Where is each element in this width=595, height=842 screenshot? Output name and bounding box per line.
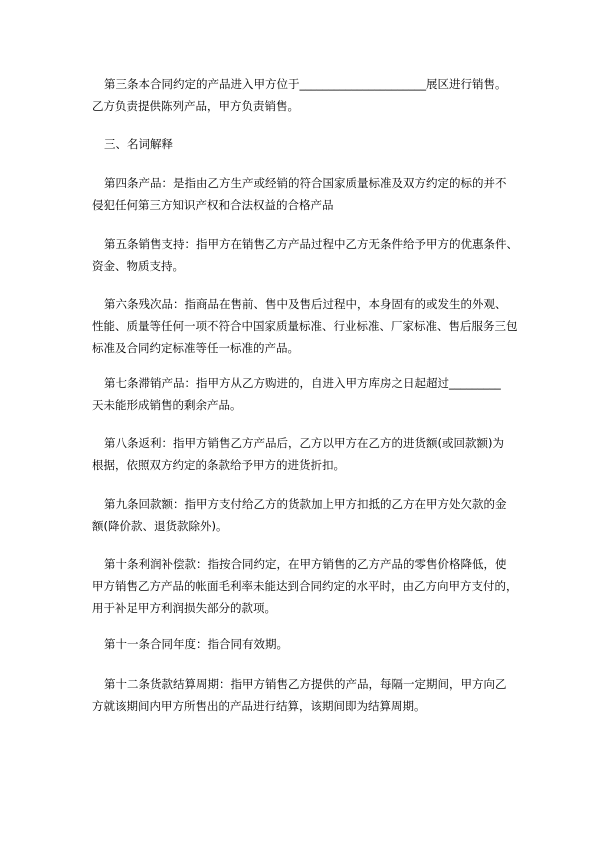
text-line: 根据，依照双方约定的条款给予甲方的进货折扣。 (92, 458, 345, 472)
text-line: 第三条本合同约定的产品进入甲方位于______________________展区进行销售。 (104, 77, 507, 91)
clause-7-paragraph (92, 372, 532, 416)
text-line: 标准及合同约定标准等任一标准的产品。 (92, 341, 299, 355)
text-line: 侵犯任何第三方知识产权和合法权益的合格产品 (92, 198, 334, 212)
text-line: 第六条残次品：指商品在售前、售中及售后过程中，本身固有的或发生的外观、 (104, 297, 507, 311)
clause-5-paragraph (92, 233, 532, 277)
text-line: 第十条利润补偿款：指按合同约定，在甲方销售的乙方产品的零售价格降低，使 (104, 557, 507, 571)
text-line: 第七条滞销产品：指甲方从乙方购进的，自进入甲方库房之日起超过_________ (104, 376, 501, 390)
text-line: 第五条销售支持：指甲方在销售乙方产品过程中乙方无条件给予甲方的优惠条件、 (104, 237, 518, 251)
clause-9-paragraph (92, 493, 532, 537)
text-line: 第九条回款额：指甲方支付给乙方的货款加上甲方扣抵的乙方在甲方处欠款的金 (104, 497, 507, 511)
clause-11-paragraph (92, 633, 532, 655)
text-line: 用于补足甲方利润损失部分的款项。 (92, 601, 276, 615)
text-line: 方就该期间内甲方所售出的产品进行结算，该期间即为结算周期。 (92, 699, 426, 713)
text-line: 第十二条货款结算周期：指甲方销售乙方提供的产品，每隔一定期间，甲方向乙 (104, 677, 507, 691)
text-line: 第十一条合同年度：指合同有效期。 (104, 637, 288, 651)
section-heading (92, 133, 532, 155)
text-line: 第八条返利：指甲方销售乙方产品后，乙方以甲方在乙方的进货额(或回款额)为 (104, 436, 504, 450)
clause-6-paragraph (92, 293, 532, 359)
text-line: 天未能形成销售的剩余产品。 (92, 398, 242, 412)
text-line: 性能、质量等任何一项不符合中国家质量标准、行业标准、厂家标准、售后服务三包 (92, 319, 518, 333)
clause-4-paragraph (92, 172, 532, 216)
text-line: 第四条产品：是指由乙方生产或经销的符合国家质量标准及双方约定的标的并不 (104, 176, 507, 190)
text-line: 乙方负责提供陈列产品，甲方负责销售。 (92, 99, 299, 113)
clause-12-paragraph (92, 673, 532, 717)
text-line: 三、名词解释 (104, 137, 173, 151)
clause-8-paragraph (92, 432, 532, 476)
text-line: 额(降价款、退货款除外)。 (92, 519, 228, 533)
text-line: 甲方销售乙方产品的帐面毛利率未能达到合同约定的水平时，由乙方向甲方支付的， (92, 579, 518, 593)
clause-10-paragraph (92, 553, 532, 619)
clause-3-paragraph (92, 73, 532, 117)
text-line: 资金、物质支持。 (92, 259, 184, 273)
